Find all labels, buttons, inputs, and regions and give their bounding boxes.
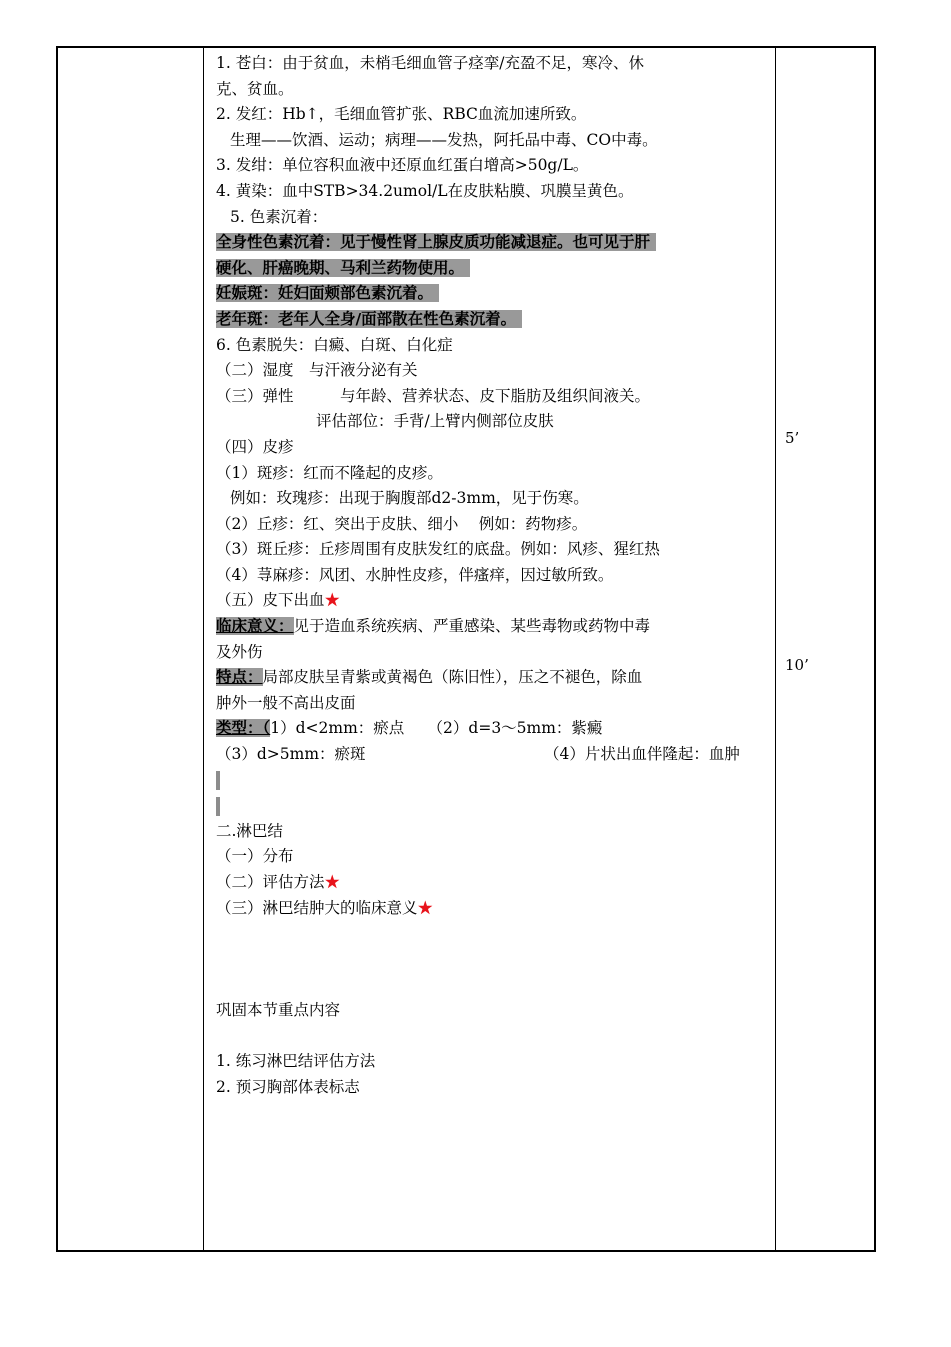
text-line: 1. 练习淋巴结评估方法 (216, 1052, 376, 1071)
cursor-bar-icon (216, 797, 220, 816)
content-column (216, 51, 772, 1100)
text-line: 局部皮肤呈青紫或黄褐色（陈旧性），压之不褪色，除血 (262, 668, 643, 687)
column-divider-left (203, 48, 204, 1250)
star-icon: ★ (417, 898, 434, 917)
text-line: （4）荨麻疹：风团、水肿性皮疹，伴瘙痒，因过敏所致。 (216, 565, 614, 584)
highlighted-text: 妊娠斑：妊妇面颊部色素沉着。 (216, 284, 439, 302)
star-icon: ★ (324, 591, 341, 610)
text-line: 评估部位：手背/上臂内侧部位皮肤 (316, 412, 554, 431)
highlighted-text: 全身性色素沉着：见于慢性肾上腺皮质功能减退症。也可见于肝 (216, 233, 656, 251)
text-line: （一）分布 (216, 847, 294, 866)
text-line: 6. 色素脱失：白癜、白斑、白化症 (216, 335, 453, 354)
label-clinical: 临床意义： (216, 617, 294, 636)
text-line: （4）片状出血伴隆起：血肿 (544, 745, 740, 764)
text-line: 2. 预习胸部体表标志 (216, 1077, 360, 1096)
label-type: 类型：（ (216, 719, 271, 738)
text-line: （四）皮疹 (216, 437, 294, 456)
time-label: 5’ (785, 429, 800, 447)
star-icon: ★ (324, 873, 341, 891)
text-line: （三）弹性 与年龄、营养状态、皮下脂肪及组织间液关。 (216, 386, 651, 405)
text-line: 肿外一般不高出皮面 (216, 693, 356, 712)
text-line: （1）斑疹：红而不隆起的皮疹。 (216, 463, 443, 482)
section-heading: 二.淋巴结 (216, 821, 283, 840)
text-line: 见于造血系统疾病、严重感染、某些毒物或药物中毒 (293, 617, 651, 636)
text-line: 2. 发红：Hb↑，毛细血管扩张、RBC血流加速所致。 (216, 105, 587, 124)
text-line: 克、贫血。 (216, 79, 294, 98)
text-line: 1）d<2mm：瘀点 （2）d=3～5mm：紫癜 (270, 719, 603, 738)
text-line: 生理——饮酒、运动；病理——发热，阿托品中毒、CO中毒。 (230, 130, 658, 149)
text-line: （二）湿度 与汗液分泌有关 (216, 361, 418, 380)
subheading: （二）评估方法 (216, 873, 325, 891)
text-line: 1. 苍白：由于贫血，未梢毛细血管子痉挛/充盈不足，寒冷、休 (216, 54, 644, 72)
highlighted-text: 老年斑：老年人全身/面部散在性色素沉着。 (216, 310, 522, 328)
text-line: 及外伤 (216, 642, 263, 661)
text-line: 巩固本节重点内容 (216, 1000, 341, 1019)
highlighted-text: 硬化、肝癌晚期、马利兰药物使用。 (216, 259, 470, 277)
text-line: 3. 发绀：单位容积血液中还原血红蛋白增高>50g/L。 (216, 156, 589, 175)
label-feature: 特点： (216, 668, 263, 687)
text-line: （2）丘疹：红、突出于皮肤、细小 例如：药物疹。 (216, 514, 588, 533)
text-line: （3）d>5mm：瘀斑 (216, 745, 366, 764)
column-divider-right (775, 48, 776, 1250)
time-label: 10’ (785, 656, 809, 674)
text-line: 例如：玫瑰疹：出现于胸腹部d2-3mm，见于伤寒。 (230, 489, 589, 508)
subheading: （五）皮下出血 (216, 591, 325, 610)
text-line: （3）斑丘疹：丘疹周围有皮肤发红的底盘。例如：风疹、猩红热 (216, 540, 660, 559)
text-line: 4. 黄染：血中STB>34.2umol/L在皮肤粘膜、巩膜呈黄色。 (216, 181, 634, 200)
subheading: （三）淋巴结肿大的临床意义 (216, 898, 418, 917)
text-line: 5. 色素沉着： (230, 207, 328, 226)
lesson-table (56, 46, 876, 1252)
cursor-bar-icon (216, 771, 220, 790)
